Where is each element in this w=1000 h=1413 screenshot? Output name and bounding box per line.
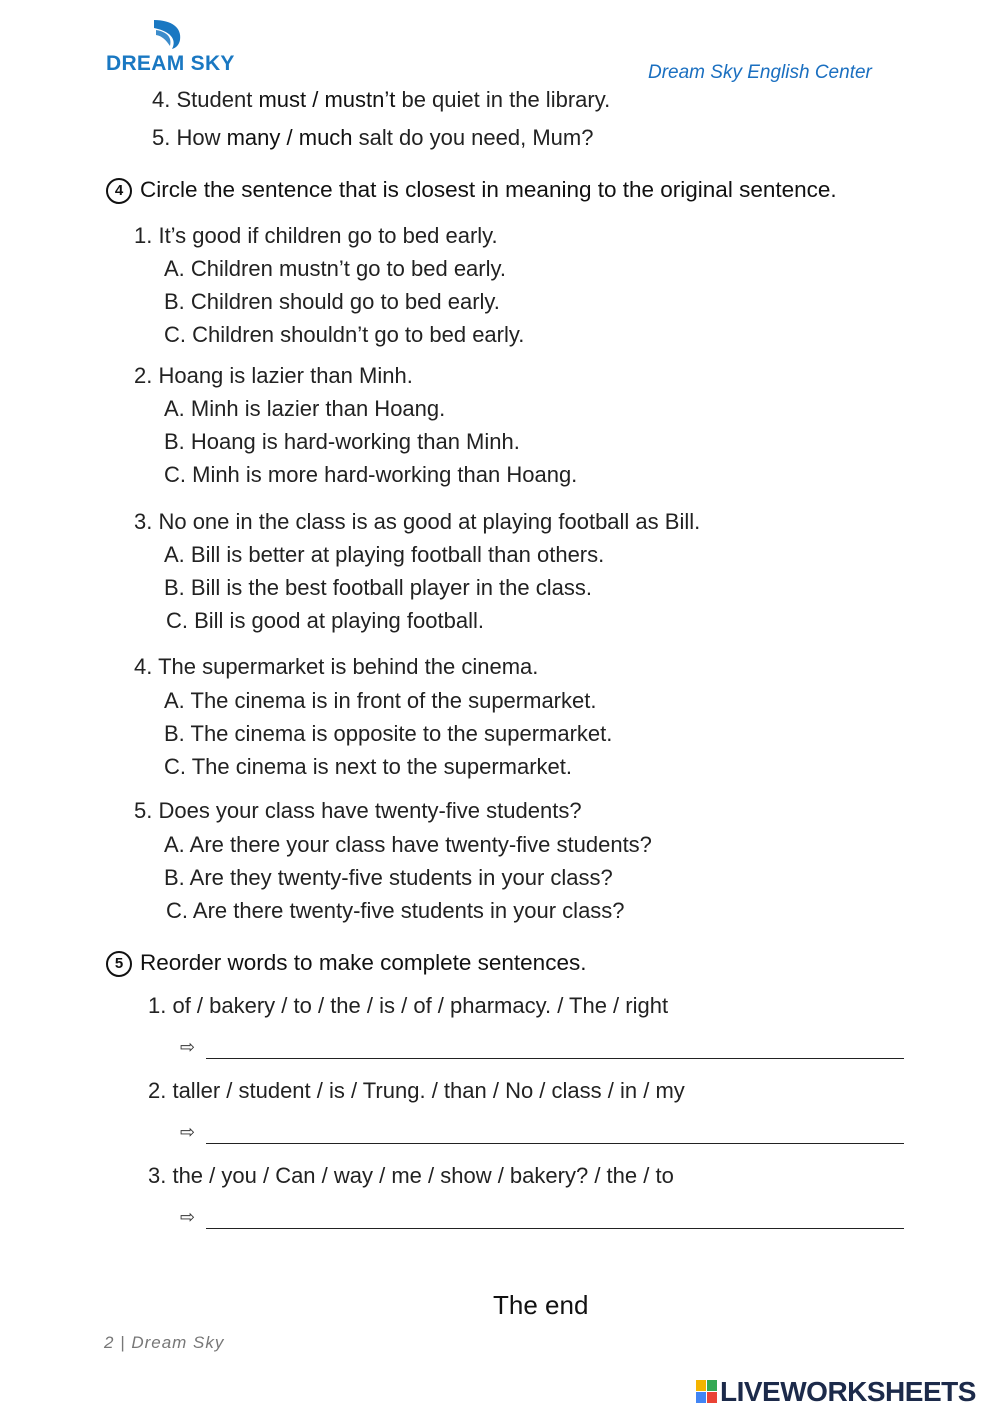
answer-option[interactable]: C. Children shouldn’t go to bed early. (164, 322, 525, 347)
answer-row (180, 1035, 904, 1065)
reorder-prompt: 1. of / bakery / to / the / is / of / pharmacy. / The / right (148, 993, 669, 1018)
answer-input[interactable] (210, 1205, 902, 1231)
liveworksheets-logo-icon (696, 1380, 718, 1404)
answer-option[interactable]: C. Bill is good at playing football. (166, 608, 484, 633)
section-4-heading: 4 Circle the sentence that is closest in meaning to the original sentence. (106, 177, 837, 204)
center-name: Dream Sky English Center (648, 62, 872, 83)
answer-option[interactable]: B. Hoang is hard-working than Minh. (164, 429, 520, 454)
arrow-icon: ⇨ (180, 1207, 196, 1227)
answer-option[interactable]: A. Children mustn’t go to bed early. (164, 256, 506, 281)
reorder-prompt: 3. the / you / Can / way / me / show / bakery? / the / to (148, 1163, 674, 1188)
answer-option[interactable]: A. Bill is better at playing football than others. (164, 542, 605, 567)
answer-option[interactable]: B. Children should go to bed early. (164, 289, 500, 314)
answer-option[interactable]: A. Minh is lazier than Hoang. (164, 396, 446, 421)
section-number-badge: 5 (106, 951, 132, 977)
question-stem: 1. It’s good if children go to bed early. (134, 223, 498, 248)
answer-input[interactable] (210, 1120, 902, 1146)
answer-option[interactable]: C. The cinema is next to the supermarket. (164, 754, 572, 779)
answer-row (180, 1120, 904, 1150)
liveworksheets-watermark: LIVEWORKSHEETS (696, 1376, 976, 1408)
answer-option[interactable]: B. The cinema is opposite to the supermarket. (164, 721, 613, 746)
choice-pair[interactable]: many / much (226, 125, 353, 150)
arrow-icon: ⇨ (180, 1037, 196, 1057)
question-stem: 3. No one in the class is as good at playing football as Bill. (134, 509, 701, 534)
answer-option[interactable]: B. Bill is the best football player in the class. (164, 575, 592, 600)
section-number-badge: 4 (106, 178, 132, 204)
question-stem: 4. The supermarket is behind the cinema. (134, 654, 539, 679)
answer-row (180, 1205, 904, 1235)
answer-option[interactable]: A. The cinema is in front of the supermarket. (164, 688, 597, 713)
dream-sky-logo-icon (150, 18, 186, 50)
question-stem: 2. Hoang is lazier than Minh. (134, 363, 413, 388)
carryover-item: 4. Student must / mustn’t be quiet in the library. (152, 87, 611, 112)
choice-pair[interactable]: must / mustn’t (258, 87, 396, 112)
answer-option[interactable]: C. Minh is more hard-working than Hoang. (164, 462, 578, 487)
logo-text: DREAM SKY (106, 52, 235, 75)
answer-option[interactable]: A. Are there your class have twenty-five students? (164, 832, 652, 857)
answer-input[interactable] (210, 1035, 902, 1061)
the-end-label: The end (493, 1290, 589, 1320)
arrow-icon: ⇨ (180, 1122, 196, 1142)
answer-option[interactable]: B. Are they twenty-five students in your class? (164, 865, 613, 890)
answer-option[interactable]: C. Are there twenty-five students in your class? (166, 898, 625, 923)
carryover-item: 5. How many / much salt do you need, Mum? (152, 125, 594, 150)
page-number: 2 | Dream Sky (104, 1333, 225, 1352)
question-stem: 5. Does your class have twenty-five students? (134, 798, 582, 823)
section-5-heading: 5 Reorder words to make complete sentences. (106, 950, 586, 977)
reorder-prompt: 2. taller / student / is / Trung. / than / No / class / in / my (148, 1078, 685, 1103)
